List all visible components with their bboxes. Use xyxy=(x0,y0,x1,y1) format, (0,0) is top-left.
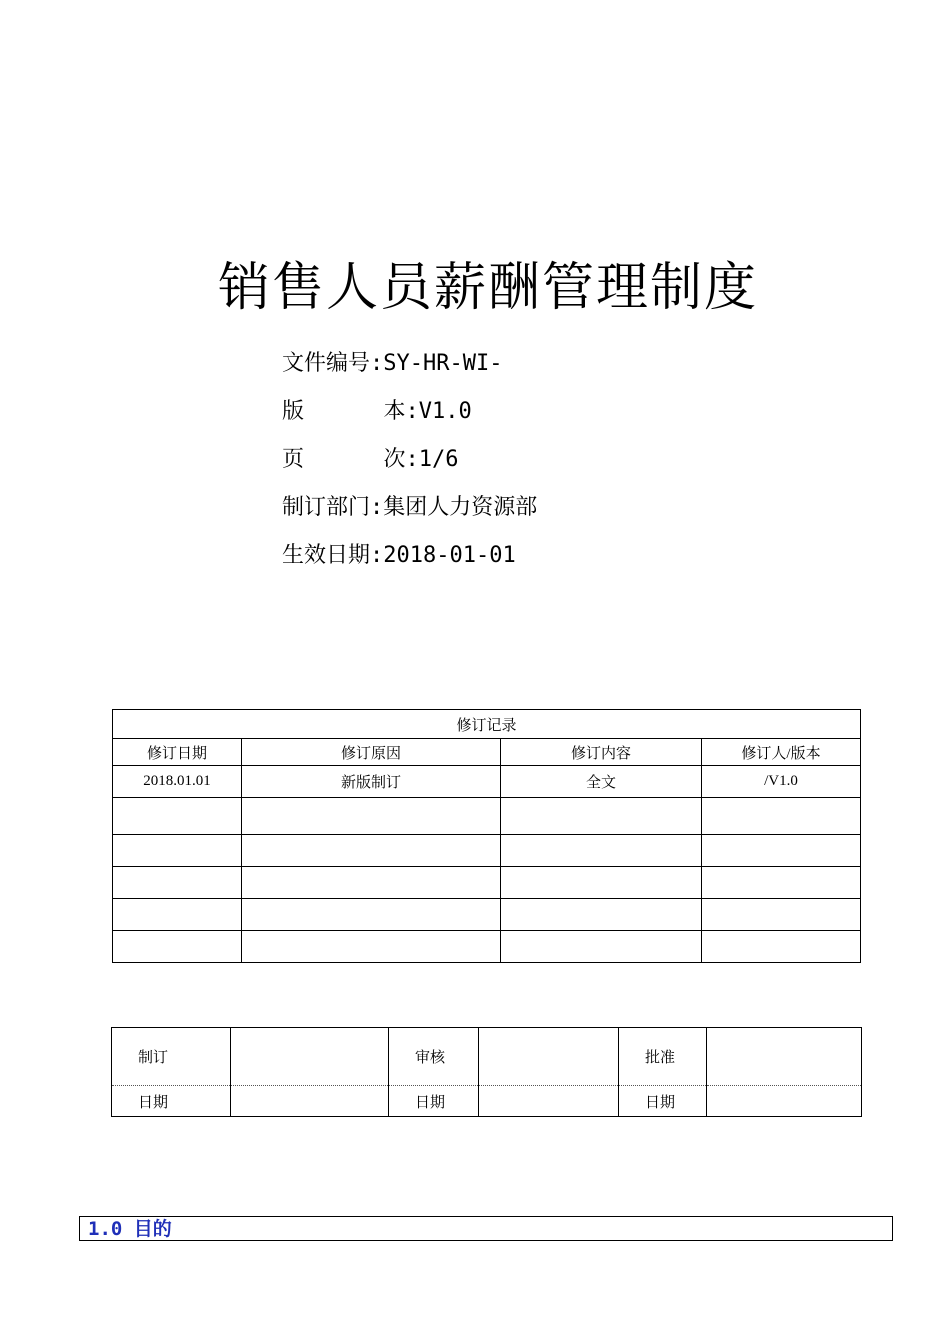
table-cell xyxy=(501,899,702,931)
approval-label-prepared: 制订 xyxy=(112,1028,231,1086)
approval-label-approved: 批准 xyxy=(619,1028,707,1086)
table-cell xyxy=(113,835,242,867)
approval-date-reviewed xyxy=(479,1086,619,1117)
info-separator: : xyxy=(370,351,384,376)
table-cell xyxy=(113,867,242,899)
table-cell: 2018.01.01 xyxy=(113,766,242,798)
approval-date-label: 日期 xyxy=(619,1086,707,1117)
table-cell xyxy=(702,798,861,835)
info-page xyxy=(282,440,537,488)
info-file-number xyxy=(282,344,537,392)
table-row xyxy=(113,931,861,963)
info-separator: : xyxy=(405,447,419,472)
approval-signature-reviewed xyxy=(479,1028,619,1086)
approval-table xyxy=(111,1027,862,1117)
document-title: 销售人员薪酬管理制度 xyxy=(217,257,758,318)
info-department xyxy=(282,488,537,536)
table-cell xyxy=(501,931,702,963)
table-row xyxy=(113,867,861,899)
table-cell xyxy=(113,798,242,835)
approval-signature-prepared xyxy=(231,1028,389,1086)
table-row xyxy=(113,798,861,835)
section-number: 1.0 xyxy=(88,1218,123,1240)
info-label: 生效日期 xyxy=(282,543,371,568)
table-cell xyxy=(242,867,501,899)
info-value: 2018-01-01 xyxy=(383,543,516,568)
approval-date-approved xyxy=(707,1086,862,1117)
section-heading xyxy=(79,1216,893,1241)
info-effective-date xyxy=(282,536,537,584)
table-cell xyxy=(242,835,501,867)
info-value: V1.0 xyxy=(418,399,472,424)
table-row xyxy=(113,766,861,798)
info-version xyxy=(282,392,537,440)
table-row xyxy=(113,899,861,931)
info-value: SY-HR-WI- xyxy=(383,351,503,376)
info-value: 集团人力资源部 xyxy=(383,495,538,520)
document-info xyxy=(282,344,537,584)
table-cell: 新版制订 xyxy=(242,766,501,798)
table-cell xyxy=(242,899,501,931)
table-cell xyxy=(501,835,702,867)
table-cell xyxy=(702,835,861,867)
info-label: 版 本 xyxy=(282,399,406,424)
info-label: 制订部门 xyxy=(282,495,371,520)
table-cell xyxy=(702,899,861,931)
table-cell xyxy=(501,798,702,835)
approval-label-reviewed: 审核 xyxy=(389,1028,479,1086)
info-label: 文件编号 xyxy=(282,351,371,376)
revision-header-reason: 修订原因 xyxy=(242,739,501,766)
table-cell xyxy=(242,798,501,835)
table-cell: 全文 xyxy=(501,766,702,798)
table-cell xyxy=(113,899,242,931)
revision-table xyxy=(112,709,861,963)
revision-header-content: 修订内容 xyxy=(501,739,702,766)
info-separator: : xyxy=(405,399,419,424)
table-cell: /V1.0 xyxy=(702,766,861,798)
table-row xyxy=(113,835,861,867)
revision-header-reviser: 修订人/版本 xyxy=(702,739,861,766)
info-separator: : xyxy=(370,495,384,520)
table-cell xyxy=(113,931,242,963)
revision-header-date: 修订日期 xyxy=(113,739,242,766)
approval-date-label: 日期 xyxy=(389,1086,479,1117)
info-value: 1/6 xyxy=(418,447,459,472)
revision-caption: 修订记录 xyxy=(113,710,861,739)
info-separator: : xyxy=(370,543,384,568)
table-cell xyxy=(501,867,702,899)
approval-date-label: 日期 xyxy=(112,1086,231,1117)
approval-signature-approved xyxy=(707,1028,862,1086)
table-cell xyxy=(242,931,501,963)
section-title: 目的 xyxy=(133,1218,172,1240)
approval-date-prepared xyxy=(231,1086,389,1117)
info-label: 页 次 xyxy=(282,447,406,472)
table-cell xyxy=(702,931,861,963)
table-cell xyxy=(702,867,861,899)
